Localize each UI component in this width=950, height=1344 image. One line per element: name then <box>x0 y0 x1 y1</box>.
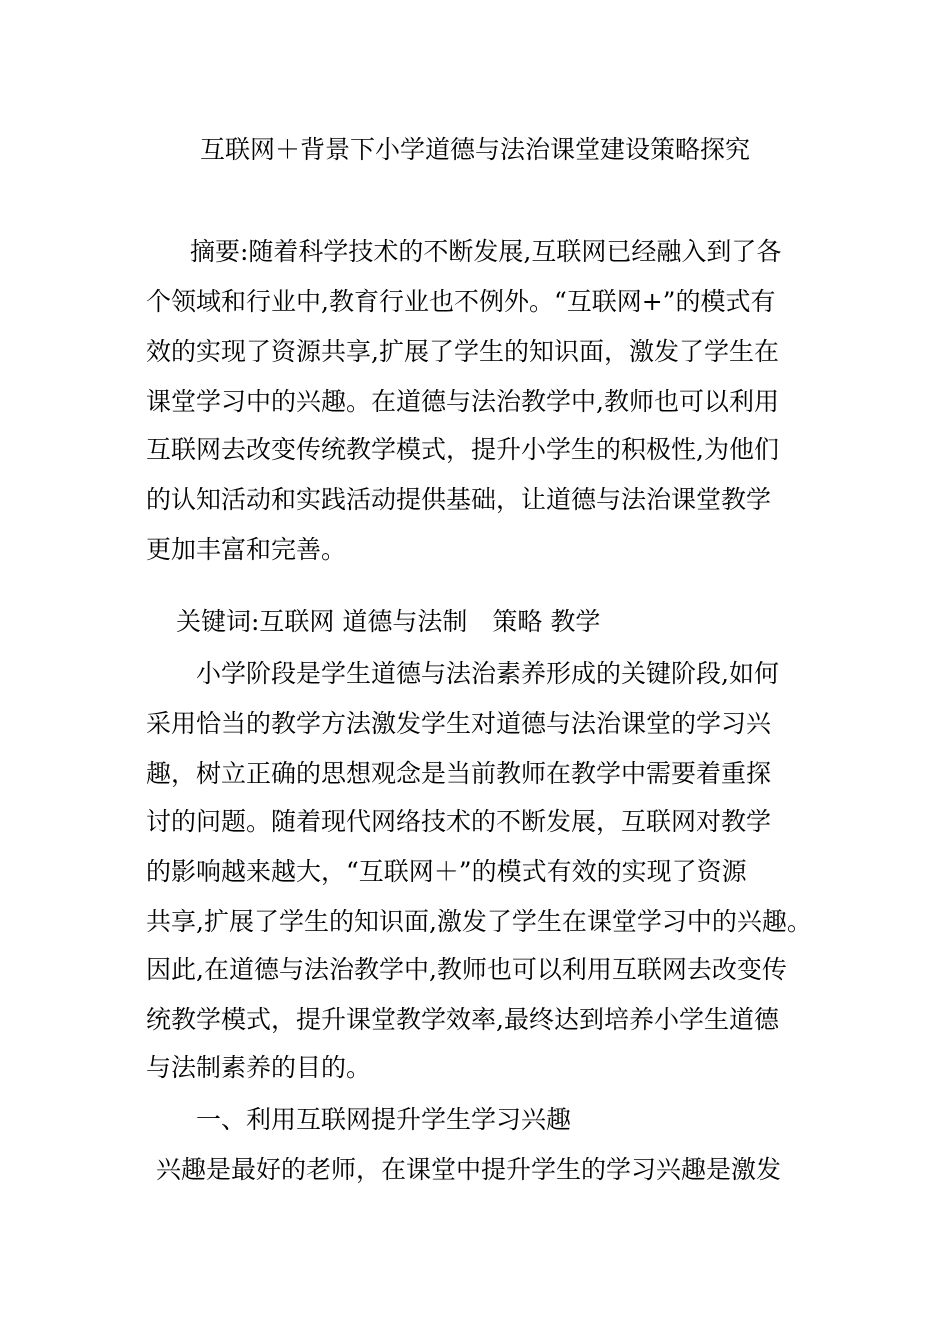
intro-line: 统教学模式，提升课堂教学效率,最终达到培养小学生道德 <box>146 1005 779 1034</box>
intro-line: 与法制素养的目的。 <box>146 1053 372 1082</box>
intro-line: 讨的问题。随着现代网络技术的不断发展，互联网对教学 <box>146 807 772 836</box>
abstract-line: 课堂学习中的兴趣。在道德与法治教学中,教师也可以利用 <box>146 387 779 416</box>
abstract-line: 互联网去改变传统教学模式，提升小学生的积极性,为他们 <box>146 435 779 464</box>
intro-line: 趣，树立正确的思想观念是当前教师在教学中需要着重探 <box>146 759 772 788</box>
intro-line: 小学阶段是学生道德与法治素养形成的关键阶段,如何 <box>196 659 779 688</box>
document-title: 互联网＋背景下小学道德与法治课堂建设策略探究 <box>199 135 750 164</box>
intro-line: 采用恰当的教学方法激发学生对道德与法治课堂的学习兴 <box>146 709 772 738</box>
abstract-line: 摘要:随着科学技术的不断发展,互联网已经融入到了各 <box>190 237 782 266</box>
abstract-line: 的认知活动和实践活动提供基础，让道德与法治课堂教学 <box>146 485 772 514</box>
intro-line: 的影响越来越大，“互联网＋”的模式有效的实现了资源 <box>146 857 747 886</box>
abstract-line: 更加丰富和完善。 <box>146 535 347 564</box>
intro-line: 因此,在道德与法治教学中,教师也可以利用互联网去改变传 <box>146 955 787 984</box>
intro-line: 共享,扩展了学生的知识面,激发了学生在课堂学习中的兴趣。 <box>146 907 812 936</box>
section-line: 兴趣是最好的老师，在课堂中提升学生的学习兴趣是激发 <box>156 1155 782 1184</box>
section-heading: 一、利用互联网提升学生学习兴趣 <box>196 1105 572 1134</box>
keywords-line: 关键词:互联网 道德与法制 策略 教学 <box>176 607 601 636</box>
abstract-line: 个领域和行业中,教育行业也不例外。“互联网+”的模式有 <box>146 287 776 316</box>
abstract-line: 效的实现了资源共享,扩展了学生的知识面，激发了学生在 <box>146 337 779 366</box>
